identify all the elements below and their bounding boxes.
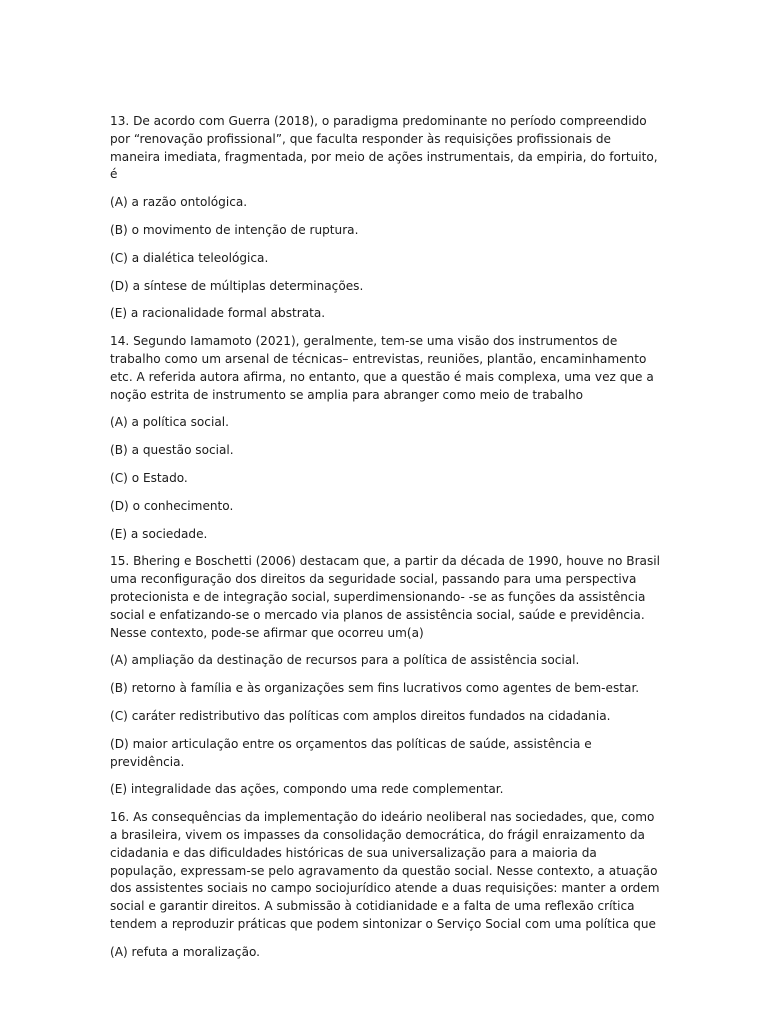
answer-option-e: (E) integralidade das ações, compondo uma rede complementar. bbox=[110, 782, 504, 797]
question-stem: 15. Bhering e Boschetti (2006) destacam que, a partir da década de 1990, houve no Brasil uma reconfiguração dos direitos da seguridade social, passando para uma perspectiva protecionista e de integração social, superdimensionando- -se as funções da assistência social e enfatizando-se o mercado via planos de assistência social, saúde e previdência. Nesse contexto, pode-se afirmar que ocorreu um(a) bbox=[110, 554, 660, 640]
answer-option-e: (E) a sociedade. bbox=[110, 526, 208, 541]
answer-option-b: (B) retorno à família e às organizações sem fins lucrativos como agentes de bem-estar. bbox=[110, 681, 640, 696]
answer-option-d: (D) o conhecimento. bbox=[110, 498, 234, 513]
answer-option-b: (B) a questão social. bbox=[110, 443, 234, 458]
question-stem: 16. As consequências da implementação do ideário neoliberal nas sociedades, que, como a brasileira, vivem os impasses da consolidação democrática, do frágil enraizamento da cidadania e das dificuldades históricas de sua universalização para a maioria da população, expressam-se pelo agravamento da questão social. Nesse contexto, a atuação dos assistentes sociais no campo sociojurídico atende a duas requisições: manter a ordem social e garantir direitos. A submissão à cotidianidade e a falta de uma reflexão crítica tendem a reproduzir práticas que podem sintonizar o Serviço Social com uma política que bbox=[110, 810, 660, 931]
question-13 bbox=[110, 113, 660, 323]
answer-option-e: (E) a racionalidade formal abstrata. bbox=[110, 306, 326, 321]
question-stem: 13. De acordo com Guerra (2018), o paradigma predominante no período compreendido por “renovação profissional”, que faculta responder às requisições profissionais de maneira imediata, fragmentada, por meio de ações instrumentais, da empiria, do fortuito, é bbox=[110, 114, 658, 182]
answer-option-a: (A) refuta a moralização. bbox=[110, 944, 261, 959]
answer-option-c: (C) a dialética teleológica. bbox=[110, 250, 269, 265]
answer-option-a: (A) ampliação da destinação de recursos para a política de assistência social. bbox=[110, 653, 580, 668]
question-14 bbox=[110, 333, 660, 543]
question-16 bbox=[110, 809, 660, 961]
answer-option-c: (C) o Estado. bbox=[110, 470, 188, 485]
answer-option-b: (B) o movimento de intenção de ruptura. bbox=[110, 222, 359, 237]
question-stem: 14. Segundo Iamamoto (2021), geralmente, tem-se uma visão dos instrumentos de trabalho como um arsenal de técnicas– entrevistas, reuniões, plantão, encaminhamento etc. A referida autora afirma, no entanto, que a questão é mais complexa, uma vez que a noção estrita de instrumento se amplia para abranger como meio de trabalho bbox=[110, 334, 654, 402]
answer-option-d: (D) a síntese de múltiplas determinações. bbox=[110, 278, 364, 293]
answer-option-a: (A) a política social. bbox=[110, 415, 229, 430]
answer-option-a: (A) a razão ontológica. bbox=[110, 195, 248, 210]
answer-option-d: (D) maior articulação entre os orçamentos das políticas de saúde, assistência e previdência. bbox=[110, 736, 592, 769]
answer-option-c: (C) caráter redistributivo das políticas com amplos direitos fundados na cidadania. bbox=[110, 708, 611, 723]
document-page bbox=[110, 113, 660, 971]
question-15 bbox=[110, 553, 660, 799]
